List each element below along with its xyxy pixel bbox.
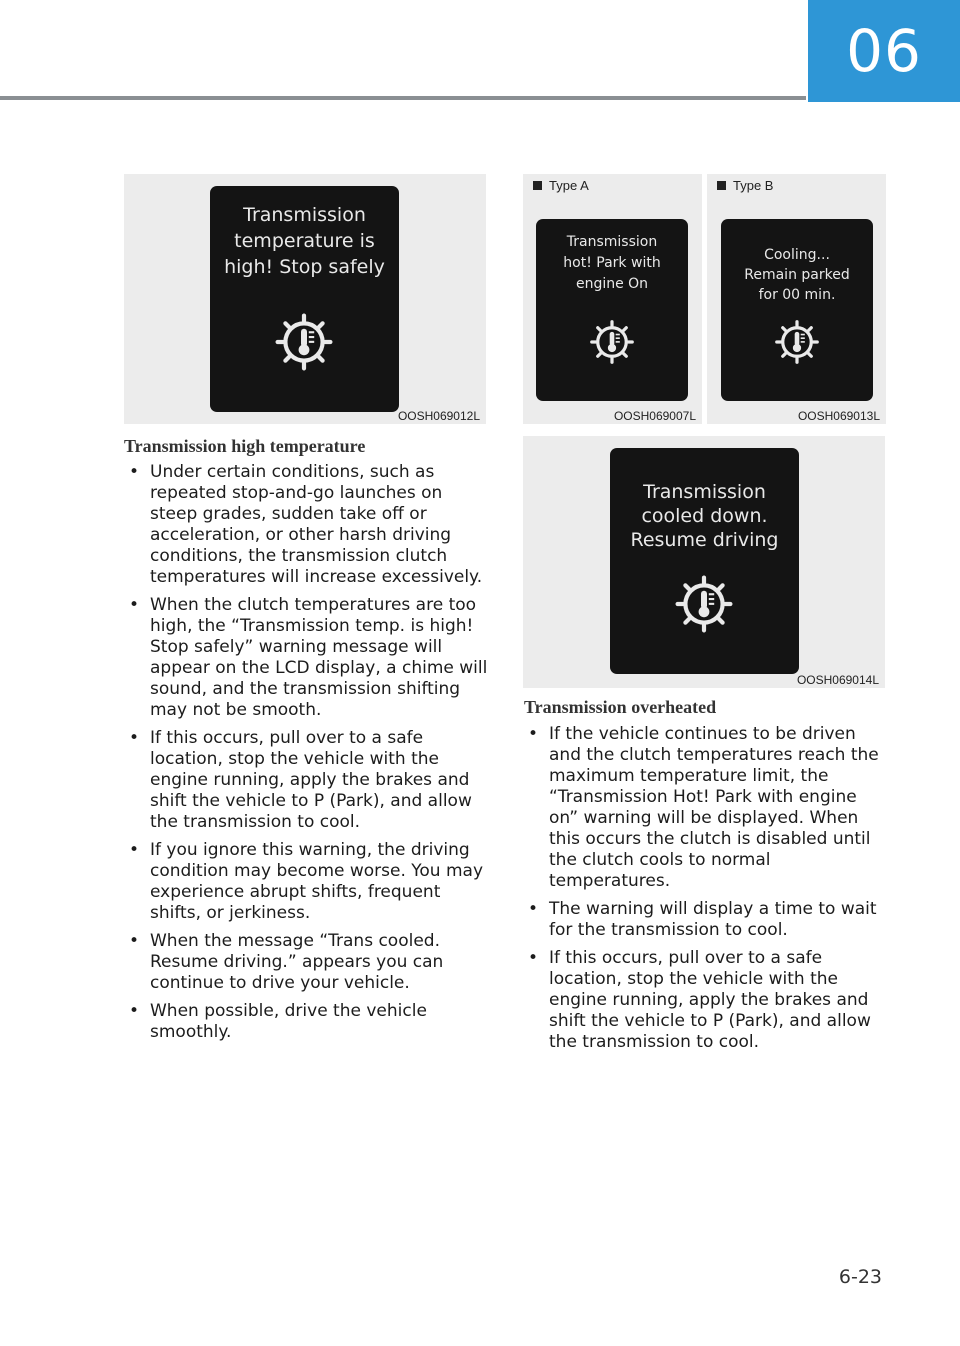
- figure-code: OOSH069014L: [796, 673, 879, 687]
- lcd-message: Transmission hot! Park with engine On: [563, 234, 661, 292]
- square-bullet-icon: [717, 181, 726, 190]
- figure-cooled-down: [523, 436, 885, 688]
- header-rule: [0, 96, 806, 100]
- chapter-tab: 06: [808, 0, 960, 102]
- bullet-list-high-temperature: [126, 462, 488, 1050]
- section-heading-high-temperature: Transmission high temperature: [124, 436, 366, 456]
- figure-code: OOSH069013L: [797, 409, 880, 423]
- transmission-temperature-icon: [589, 319, 635, 365]
- list-item: • If this occurs, pull over to a safe location, stop the vehicle with the engine running, apply the brakes and shift the vehicle to P (Park), and allow the transmission to cool.: [525, 948, 887, 1053]
- section-heading-overheated: Transmission overheated: [524, 697, 717, 717]
- lcd-screen-type-a: [536, 219, 688, 401]
- lcd-message: Transmission cooled down. Resume driving: [630, 481, 779, 551]
- figure-code: OOSH069012L: [397, 409, 480, 423]
- square-bullet-icon: [533, 181, 542, 190]
- transmission-temperature-icon: [774, 319, 820, 365]
- page-number: 6-23: [838, 1266, 882, 1288]
- bullet-list-overheated: [525, 724, 887, 1060]
- lcd-screen-type-b: [721, 219, 873, 401]
- list-item: • When the clutch temperatures are too high, the “Transmission temp. is high! Stop safely” warning message will appear on the LCD display, a chime will sound, and the transmission shifting may not be smooth.: [126, 595, 488, 721]
- lcd-message: Transmission temperature is high! Stop safely: [224, 204, 385, 278]
- transmission-temperature-icon: [274, 312, 334, 372]
- list-item: • If the vehicle continues to be driven and the clutch temperatures reach the maximum temperature limit, the “Transmission Hot! Park with engine on” warning will be displayed. When this occurs the clutch is disabled until the clutch cools to normal temperatures.: [525, 724, 887, 892]
- lcd-message: Cooling... Remain parked for 00 min.: [744, 247, 850, 303]
- figure-type-a: [523, 174, 702, 424]
- lcd-screen-cooled-down: [610, 448, 799, 674]
- list-item: • When the message “Trans cooled. Resume driving.” appears you can continue to drive your vehicle.: [126, 931, 488, 994]
- list-item: • Under certain conditions, such as repeated stop-and-go launches on steep grades, sudden take off or acceleration, or other harsh driving conditions, the transmission clutch temperatures will increase excessively.: [126, 462, 488, 588]
- figure-high-temperature: [124, 174, 486, 424]
- figure-code: OOSH069007L: [613, 409, 696, 423]
- list-item: • If this occurs, pull over to a safe location, stop the vehicle with the engine running, apply the brakes and shift the vehicle to P (Park), and allow the transmission to cool.: [126, 728, 488, 833]
- type-a-label: Type A: [533, 178, 589, 193]
- list-item: • The warning will display a time to wait for the transmission to cool.: [525, 899, 887, 941]
- transmission-temperature-icon: [674, 574, 734, 634]
- list-item: • If you ignore this warning, the driving condition may become worse. You may experience abrupt shifts, frequent shifts, or jerkiness.: [126, 840, 488, 924]
- lcd-screen-high-temperature: [210, 186, 399, 412]
- type-b-label: Type B: [717, 178, 773, 193]
- figure-type-b: [707, 174, 886, 424]
- list-item: • When possible, drive the vehicle smoothly.: [126, 1001, 488, 1043]
